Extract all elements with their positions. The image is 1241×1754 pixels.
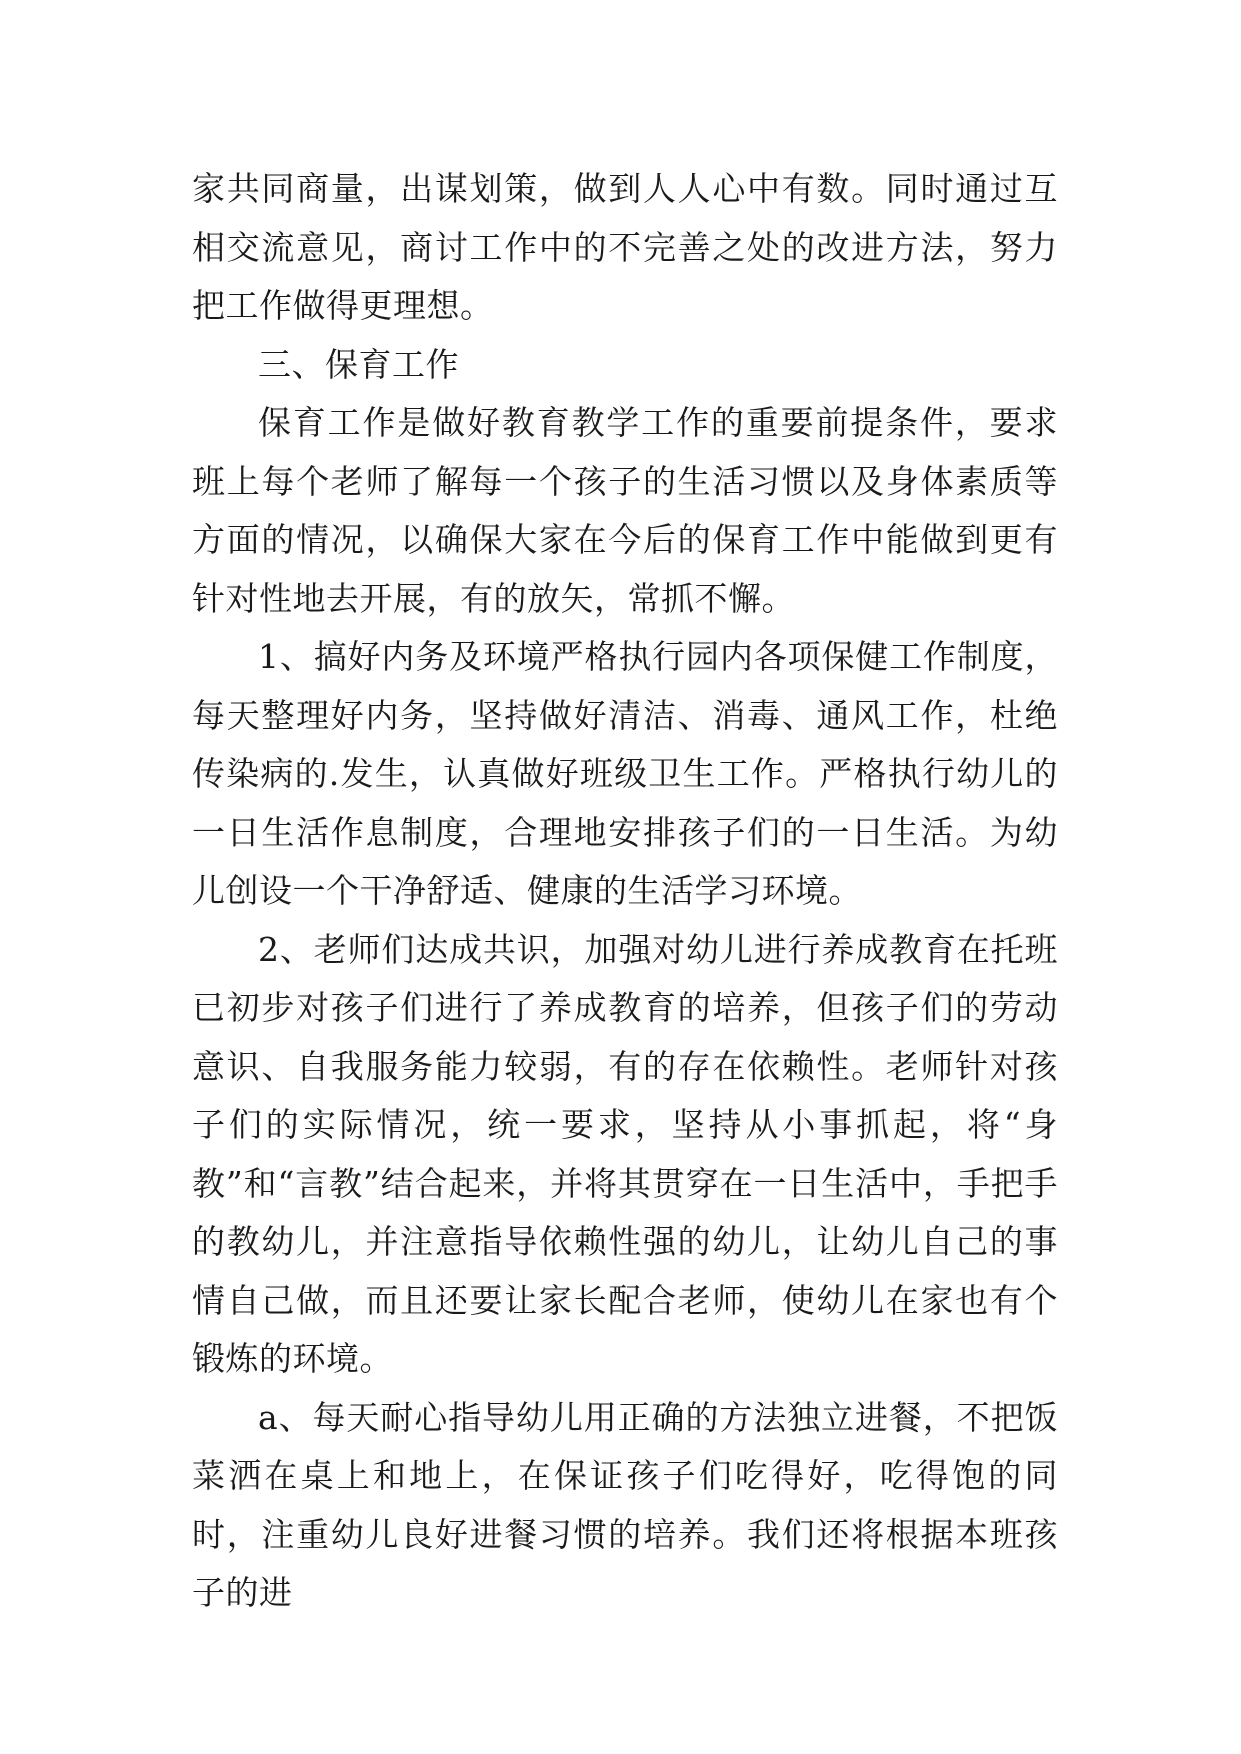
document-body <box>192 160 1058 1623</box>
paragraph: 1、搞好内务及环境严格执行园内各项保健工作制度，每天整理好内务，坚持做好清洁、消毒、通风工作，杜绝传染病的.发生，认真做好班级卫生工作。严格执行幼儿的一日生活作息制度，合理地安排孩子们的一日生活。为幼儿创设一个干净舒适、健康的生活学习环境。 <box>192 637 1058 910</box>
paragraph-continuation: 家共同商量，出谋划策，做到人人心中有数。同时通过互相交流意见，商讨工作中的不完善之处的改进方法，努力把工作做得更理想。 <box>192 169 1058 325</box>
paragraph: a、每天耐心指导幼儿用正确的方法独立进餐，不把饭菜洒在桌上和地上，在保证孩子们吃得好，吃得饱的同时，注重幼儿良好进餐习惯的培养。我们还将根据本班孩子的进 <box>192 1397 1058 1612</box>
paragraph: 2、老师们达成共识，加强对幼儿进行养成教育在托班已初步对孩子们进行了养成教育的培养，但孩子们的劳动意识、自我服务能力较弱，有的存在依赖性。老师针对孩子们的实际情况，统一要求，坚持从小事抓起，将“身教”和“言教”结合起来，并将其贯穿在一日生活中，手把手的教幼儿，并注意指导依赖性强的幼儿，让幼儿自己的事情自己做，而且还要让家长配合老师，使幼儿在家也有个锻炼的环境。 <box>192 929 1058 1378</box>
paragraph: 保育工作是做好教育教学工作的重要前提条件，要求班上每个老师了解每一个孩子的生活习惯以及身体素质等方面的情况，以确保大家在今后的保育工作中能做到更有针对性地去开展，有的放矢，常抓不懈。 <box>192 403 1058 618</box>
section-heading: 三、保育工作 <box>258 344 459 384</box>
